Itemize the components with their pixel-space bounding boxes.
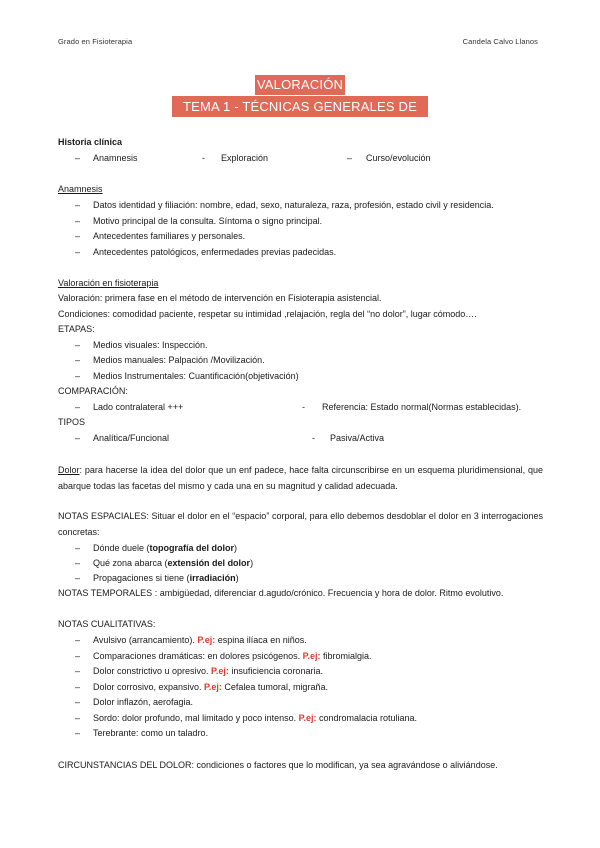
espacial-text: Dónde duele (: [93, 543, 150, 553]
dash: –: [75, 573, 81, 583]
espacial-end: ): [250, 558, 254, 568]
cualitativa-b: fibromialgia.: [320, 651, 372, 661]
espacial-bold: extensión del dolor: [167, 558, 251, 568]
tipo-item: Pasiva/Activa: [330, 433, 385, 443]
title-banner: VALORACIÓN: [255, 75, 345, 95]
dash: –: [75, 433, 81, 443]
anamnesis-title: Anamnesis: [58, 184, 103, 194]
dash: –: [75, 355, 81, 365]
dash: –: [75, 153, 81, 163]
dash: –: [75, 200, 81, 210]
espacial-end: ): [235, 573, 239, 583]
cualitativa-b: espina ilíaca en niños.: [215, 635, 307, 645]
espacial-end: ): [234, 543, 238, 553]
espacial-bold: irradiación: [189, 573, 236, 583]
ej-label: P.ej:: [197, 635, 216, 645]
dash: –: [75, 543, 81, 553]
dash: –: [75, 371, 81, 381]
espacial-text: Propagaciones si tiene (: [93, 573, 190, 583]
cualitativa-a: Avulsivo (arrancamiento).: [93, 635, 198, 645]
dash: -: [312, 433, 315, 443]
espacial-item: [93, 572, 239, 584]
comparacion-item: Referencia: Estado normal(Normas establecidas).: [322, 402, 522, 412]
condiciones-line: Condiciones: comodidad paciente, respetar su intimidad ,relajación, regla del “no dolor”, lugar cómodo….: [58, 309, 477, 319]
anamnesis-item: Antecedentes familiares y personales.: [93, 231, 246, 241]
temporales-line: NOTAS TEMPORALES : ambigüedad, diferenciar d.agudo/crónico. Frecuencia y hora de dolor. Ritmo evolutivo.: [58, 588, 504, 598]
header-right: Candela Calvo Llanos: [462, 37, 538, 46]
historia-item: Anamnesis: [93, 153, 138, 163]
dash: –: [75, 247, 81, 257]
dash: –: [75, 402, 81, 412]
header-left: Grado en Fisioterapia: [58, 37, 133, 46]
ej-label: P.ej:: [302, 651, 321, 661]
dash: –: [75, 713, 81, 723]
dash: –: [75, 216, 81, 226]
valoracion-line: Valoración: primera fase en el método de intervención en Fisioterapia asistencial.: [58, 293, 382, 303]
dash: –: [75, 635, 81, 645]
dash: –: [75, 340, 81, 350]
espacial-item: [93, 557, 253, 569]
espacial-text: Qué zona abarca (: [93, 558, 168, 568]
cualitativa-b: condromalacia rotuliana.: [316, 713, 418, 723]
etapa-item: Medios Instrumentales: Cuantificación(objetivación): [93, 371, 299, 381]
valoracion-title: Valoración en fisioterapia: [58, 278, 159, 288]
dash: –: [75, 728, 81, 738]
cualitativa-a: Comparaciones dramáticas: en dolores psicógenos.: [93, 651, 303, 661]
dash: –: [75, 666, 81, 676]
cualitativa-item: [93, 681, 328, 693]
dash: –: [75, 682, 81, 692]
historia-item: Exploración: [221, 153, 269, 163]
ej-label: P.ej:: [211, 666, 229, 676]
dolor-text: : para hacerse la idea del dolor que un enf padece, hace falta circunscribirse en un esquema pluridimensional, que abarque todas las facetas del mismo y cada una en su magnitud y calidad adecuada.: [58, 465, 543, 491]
ej-label: P.ej:: [204, 682, 222, 692]
anamnesis-item: Datos identidad y filiación: nombre, edad, sexo, naturaleza, raza, profesión, estado civil y residencia.: [93, 200, 494, 210]
dash: –: [75, 558, 81, 568]
dash: –: [75, 651, 81, 661]
dash: -: [202, 153, 205, 163]
cualitativa-item: [93, 696, 193, 708]
cualitativa-item: [93, 727, 208, 739]
espaciales-paragraph: NOTAS ESPACIALES: Situar el dolor en el “espacio” corporal, para ello debemos desdoblar el dolor en 3 interrogaciones concretas:: [58, 511, 543, 537]
anamnesis-item: Antecedentes patológicos, enfermedades previas padecidas.: [93, 247, 337, 257]
cualitativa-b: Cefalea tumoral, migraña.: [221, 682, 328, 692]
etapa-item: Medios visuales: Inspección.: [93, 340, 208, 350]
cualitativas-title: NOTAS CUALITATIVAS:: [58, 619, 156, 629]
cualitativa-item: [93, 665, 323, 677]
tipo-item: Analítica/Funcional: [93, 433, 170, 443]
anamnesis-item: Motivo principal de la consulta. Síntoma o signo principal.: [93, 216, 323, 226]
ej-label: P.ej:: [298, 713, 317, 723]
comparacion-item: Lado contralateral +++: [93, 402, 184, 412]
cualitativa-a: Dolor corrosivo, expansivo.: [93, 682, 205, 692]
etapa-item: Medios manuales: Palpación /Movilización.: [93, 355, 265, 365]
historia-item: Curso/evolución: [366, 153, 431, 163]
dash: –: [347, 153, 353, 163]
cualitativa-a: Dolor inflazón, aerofagia.: [93, 697, 194, 707]
dolor-paragraph: [58, 462, 543, 494]
dash: -: [302, 402, 305, 412]
subtitle-banner: TEMA 1 - TÉCNICAS GENERALES DE EXPLORACIÓN: [172, 96, 428, 117]
tipos-label: TIPOS: [58, 417, 86, 427]
dash: –: [75, 231, 81, 241]
cualitativa-a: Sordo: dolor profundo, mal limitado y poco intenso.: [93, 713, 299, 723]
espacial-item: [93, 542, 237, 554]
cualitativa-a: Terebrante: como un taladro.: [93, 728, 209, 738]
cualitativa-item: [93, 650, 372, 662]
dolor-term: Dolor: [58, 465, 80, 475]
cualitativa-a: Dolor constrictivo u opresivo.: [93, 666, 212, 676]
comparacion-label: COMPARACIÓN:: [58, 386, 128, 396]
etapas-label: ETAPAS:: [58, 324, 95, 334]
dash: –: [75, 697, 81, 707]
cualitativa-b: insuficiencia coronaria.: [228, 666, 323, 676]
cualitativa-item: [93, 634, 307, 646]
cualitativa-item: [93, 712, 417, 724]
espacial-bold: topografía del dolor: [149, 543, 235, 553]
circunstancias-line: CIRCUNSTANCIAS DEL DOLOR: condiciones o factores que lo modifican, ya sea agravándose o aliviándose.: [58, 760, 498, 770]
historia-title: Historia clínica: [58, 137, 123, 147]
